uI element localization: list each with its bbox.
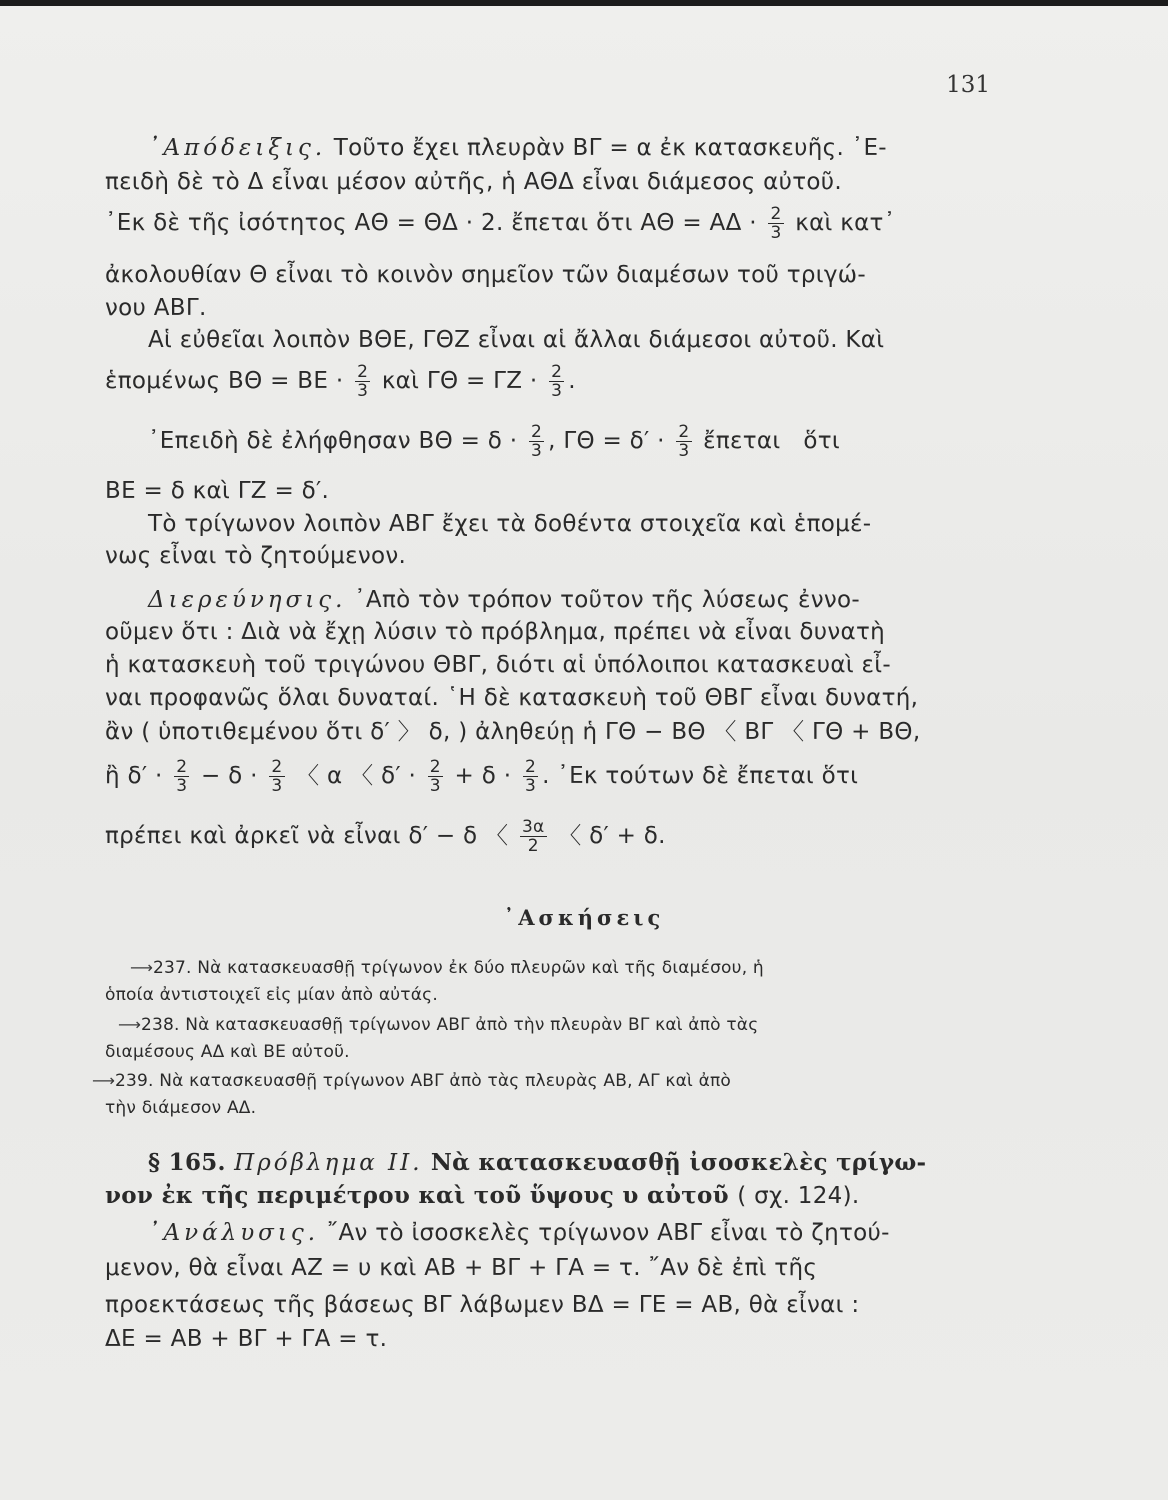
arrow-icon: ⟶ xyxy=(92,1071,113,1090)
scan-top-border xyxy=(0,0,1168,6)
fraction-two-thirds: $\frac{2}{3}$ xyxy=(770,204,782,243)
fraction-two-thirds: $\frac{2}{3}$ xyxy=(176,757,188,796)
section-165-title-line-2: νον ἐκ τῆς περιμέτρου καὶ τοῦ ὕψους υ αὐτοῦ ( σχ. 124). xyxy=(105,1182,860,1209)
discussion-line-1: Διερεύνησις. ᾿Απὸ τὸν τρόπον τοῦτον τῆς λύσεως ἐννο- xyxy=(148,587,860,613)
discussion-line-2: οῦμεν ὅτι : Διὰ νὰ ἔχῃ λύσιν τὸ πρόβλημα, πρέπει νὰ εἶναι δυνατὴ xyxy=(105,619,885,645)
section-number: § 165. xyxy=(148,1149,226,1176)
exercise-239-line-1: ⟶ 239. Νὰ κατασκευασθῇ τρίγωνον ΑΒΓ ἀπὸ τὰς πλευρὰς ΑΒ, ΑΓ καὶ ἀπὸ xyxy=(92,1071,732,1091)
fraction-two-thirds: $\frac{2}{3}$ xyxy=(551,362,563,401)
discussion-line-6: ἢ δ′ · $\frac{2}{3}$ − δ · $\frac{2}{3}$ 〈 α 〈 δ′ · $\frac{2}{3}$ + δ · $\frac{2}{3}$ . ᾿Εκ τούτων δὲ ἔπεται ὅτι xyxy=(105,757,859,796)
exercise-237-line-2: ὁποία ἀντιστοιχεῖ εἰς μίαν ἀπὸ αὐτάς. xyxy=(105,985,438,1005)
section-165-title-line-1: § 165. Πρόβλημα ΙΙ. Νὰ κατασκευασθῇ ἰσοσκελὲς τρίγω- xyxy=(148,1149,927,1176)
proof-line-6: Αἱ εὐθεῖαι λοιπὸν ΒΘΕ, ΓΘΖ εἶναι αἱ ἄλλαι διάμεσοι αὐτοῦ. Καὶ xyxy=(148,327,885,353)
arrow-icon: ⟶ xyxy=(130,958,151,977)
proof-line-9: ΒΕ = δ καὶ ΓΖ = δ′. xyxy=(105,478,330,504)
exercise-238-line-1: ⟶ 238. Νὰ κατασκευασθῇ τρίγωνον ΑΒΓ ἀπὸ τὴν πλευρὰν ΒΓ καὶ ἀπὸ τὰς xyxy=(118,1015,759,1035)
proof-line-11: νως εἶναι τὸ ζητούμενον. xyxy=(105,543,407,569)
proof-line-3: ᾿Εκ δὲ τῆς ἰσότητος ΑΘ = ΘΔ · 2. ἔπεται ὅτι ΑΘ = ΑΔ · $\frac{2}{3}$ καὶ κατ᾿ xyxy=(105,204,896,243)
analysis-line-1: ᾿Ανάλυσις. ῎Αν τὸ ἰσοσκελὲς τρίγωνον ΑΒΓ εἶναι τὸ ζητού- xyxy=(148,1220,890,1246)
proof-line-8: ᾿Επειδὴ δὲ ἐλήφθησαν ΒΘ = δ · $\frac{2}{3}$ , ΓΘ = δ′ · $\frac{2}{3}$ ἔπεται ὅτι xyxy=(148,422,840,461)
proof-line-2: πειδὴ δὲ τὸ Δ εἶναι μέσον αὐτῆς, ἡ ΑΘΔ εἶναι διάμεσος αὐτοῦ. xyxy=(105,169,842,195)
arrow-icon: ⟶ xyxy=(118,1015,139,1034)
fraction-two-thirds: $\frac{2}{3}$ xyxy=(531,422,543,461)
proof-label: ᾿Απόδειξις. xyxy=(148,135,327,161)
fraction-two-thirds: $\frac{2}{3}$ xyxy=(271,757,283,796)
discussion-label: Διερεύνησις. xyxy=(148,587,347,613)
exercises-heading: ᾿Ασκήσεις xyxy=(503,905,665,930)
analysis-line-2: μενον, θὰ εἶναι ΑΖ = υ καὶ ΑΒ + ΒΓ + ΓΑ = τ. ῎Αν δὲ ἐπὶ τῆς xyxy=(105,1255,818,1281)
fraction-two-thirds: $\frac{2}{3}$ xyxy=(357,362,369,401)
exercise-238-line-2: διαμέσους ΑΔ καὶ ΒΕ αὐτοῦ. xyxy=(105,1042,350,1062)
exercise-237-line-1: ⟶ 237. Νὰ κατασκευασθῇ τρίγωνον ἐκ δύο πλευρῶν καὶ τῆς διαμέσου, ἡ xyxy=(130,958,764,978)
discussion-line-4: ναι προφανῶς ὅλαι δυναταί. ῾Η δὲ κατασκευὴ τοῦ ΘΒΓ εἶναι δυνατή, xyxy=(105,685,919,711)
analysis-line-4: ΔΕ = ΑΒ + ΒΓ + ΓΑ = τ. xyxy=(105,1326,388,1352)
proof-line-1: ᾿Απόδειξις. Τοῦτο ἔχει πλευρὰν ΒΓ = α ἐκ κατασκευῆς. ᾿Ε- xyxy=(148,135,887,161)
discussion-line-7: πρέπει καὶ ἀρκεῖ νὰ εἶναι δ′ − δ 〈 $\frac{3\alpha}{2}$ 〈 δ′ + δ. xyxy=(105,817,666,856)
proof-line-5: νου ΑΒΓ. xyxy=(105,295,207,321)
fraction-three-alpha-half: $\frac{3\alpha}{2}$ xyxy=(521,817,545,856)
analysis-line-3: προεκτάσεως τῆς βάσεως ΒΓ λάβωμεν ΒΔ = ΓΕ = ΑΒ, θὰ εἶναι : xyxy=(105,1292,860,1318)
discussion-line-5: ἂν ( ὑποτιθεμένου ὅτι δ′ 〉 δ, ) ἀληθεύῃ ἡ ΓΘ − ΒΘ 〈 ΒΓ 〈 ΓΘ + ΒΘ, xyxy=(105,719,921,745)
page-number: 131 xyxy=(946,72,990,98)
discussion-line-3: ἡ κατασκευὴ τοῦ τριγώνου ΘΒΓ, διότι αἱ ὑπόλοιποι κατασκευαὶ εἶ- xyxy=(105,652,891,678)
proof-line-4: ἀκολουθίαν Θ εἶναι τὸ κοινὸν σημεῖον τῶν διαμέσων τοῦ τριγώ- xyxy=(105,262,866,288)
proof-line-10: Τὸ τρίγωνον λοιπὸν ΑΒΓ ἔχει τὰ δοθέντα στοιχεῖα καὶ ἑπομέ- xyxy=(148,511,872,537)
fraction-two-thirds: $\frac{2}{3}$ xyxy=(524,757,537,796)
fraction-two-thirds: $\frac{2}{3}$ xyxy=(678,422,690,461)
exercise-239-line-2: τὴν διάμεσον ΑΔ. xyxy=(105,1098,257,1118)
analysis-label: ᾿Ανάλυσις. xyxy=(148,1220,320,1246)
fraction-two-thirds: $\frac{2}{3}$ xyxy=(429,757,441,796)
proof-line-7: ἑπομένως ΒΘ = ΒΕ · $\frac{2}{3}$ καὶ ΓΘ = ΓΖ · $\frac{2}{3}$ . xyxy=(105,362,576,401)
section-label: Πρόβλημα ΙΙ. xyxy=(234,1150,423,1176)
